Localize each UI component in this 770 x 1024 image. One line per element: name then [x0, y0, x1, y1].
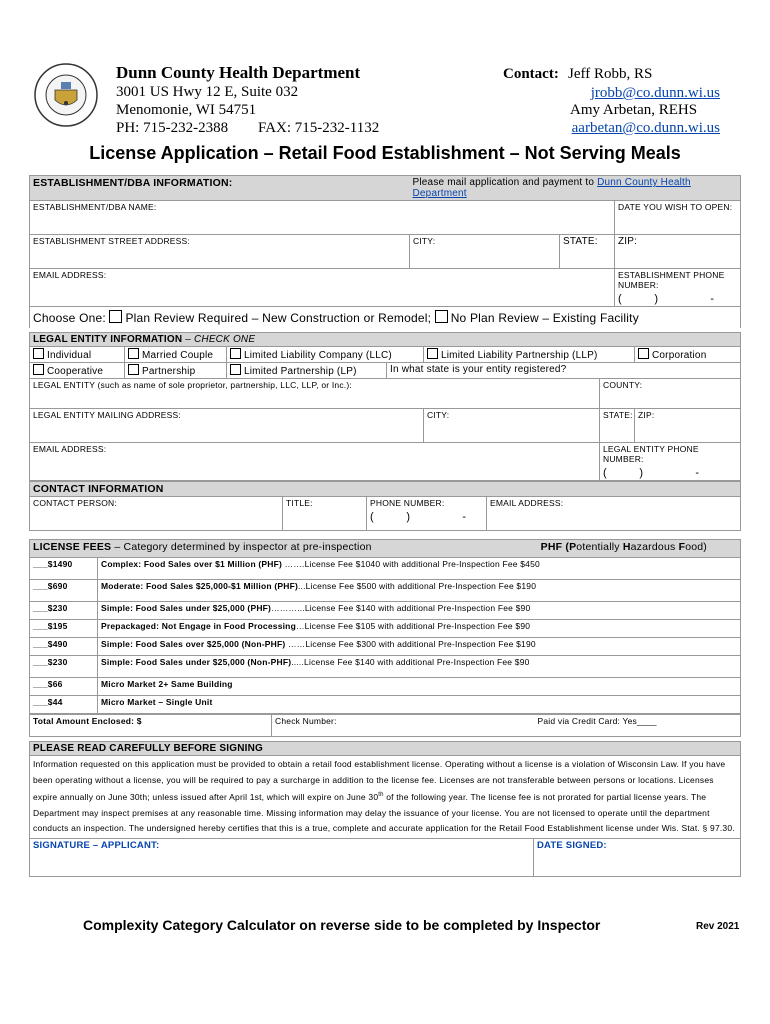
fees-heading-cell — [30, 540, 741, 558]
fee-row-micro-market-single[interactable] — [30, 696, 741, 714]
contact-section — [29, 481, 741, 531]
legal-phone-label: LEGAL ENTITY PHONE NUMBER: — [603, 444, 699, 464]
legal-heading-cell — [30, 333, 741, 347]
fee-category: Simple: Food Sales under $25,000 (PHF) — [101, 603, 272, 613]
establishment-phone-template: ( ) - — [618, 293, 715, 305]
fee-amount: ___$195 — [30, 620, 98, 638]
fee-category: Micro Market – Single Unit — [101, 697, 213, 707]
notice-text-part1: Information requested on this application must be provided to obtain a retail food establishment license. Operating without a license is a violation of Wisconsin Law. If you have been operating without a license, you will be required to pay a surcharge in addition to the license fee. Licenses are not transferable between persons or locations. Licenses expire annually on June 30th; unless issued after April 1st, which will expire on June 30 — [33, 759, 726, 803]
revision-label: Rev 2021 — [696, 921, 740, 932]
department-name: Dunn County Health Department — [116, 63, 361, 82]
fee-amount: ___$1490 — [30, 558, 98, 580]
no-plan-review-checkbox[interactable] — [435, 310, 448, 323]
fee-description — [98, 620, 741, 638]
plan-review-row — [30, 307, 741, 329]
choose-label: Choose One: — [33, 311, 106, 325]
fees-heading: LICENSE FEES — [33, 541, 112, 553]
type-cooperative[interactable] — [30, 363, 125, 379]
fees-heading-note: – Category determined by inspector at pre-inspection — [114, 541, 372, 553]
license-fees-section — [29, 539, 741, 714]
credit-card-label: Paid via Credit Card: Yes____ — [537, 716, 657, 726]
married-couple-label: Married Couple — [142, 350, 214, 361]
legal-heading-note: – CHECK ONE — [185, 334, 256, 345]
establishment-phone-field[interactable] — [615, 269, 741, 307]
fee-row-micro-market-multi[interactable] — [30, 678, 741, 696]
llc-label: Limited Liability Company (LLC) — [244, 350, 392, 361]
footer-note: Complexity Category Calculator on reverse side to be completed by Inspector — [83, 917, 601, 933]
city-field[interactable] — [410, 235, 560, 269]
contact2-email-link[interactable]: aarbetan@co.dunn.wi.us — [571, 120, 720, 136]
credit-card-field[interactable] — [502, 715, 741, 737]
fee-description — [98, 638, 741, 656]
contact-heading: CONTACT INFORMATION — [30, 482, 741, 497]
fee-category: Simple: Food Sales over $25,000 (Non-PHF) — [101, 639, 286, 649]
llc-checkbox[interactable] — [230, 348, 241, 359]
fee-category: Moderate: Food Sales $25,000-$1 Million (PHF) — [101, 581, 298, 591]
legal-city-label: CITY: — [427, 410, 450, 420]
phf-note-mid1: otentially — [576, 541, 623, 553]
phf-note-pre: PHF ( — [540, 541, 570, 553]
fee-description — [98, 696, 741, 714]
street-address-field[interactable] — [30, 235, 410, 269]
email-label: EMAIL ADDRESS: — [33, 270, 107, 280]
establishment-section — [29, 175, 741, 328]
cooperative-checkbox[interactable] — [33, 364, 44, 375]
fee-row-simple-nonphf-over[interactable] — [30, 638, 741, 656]
notice-text-part2: of the following year. The license fee is not prorated for partial license years. The Department may inspect premises at any reasonable time. Missing information may delay the issuance of your license. You are not licensed to operate until the department conducts an inspection. The undersigned hereby certifies that this is a true, complete and accurate application for the Retail Food Establishment license under Wis. Stat. § 97.30. — [33, 792, 735, 834]
city-label: CITY: — [413, 236, 436, 246]
fee-category: Complex: Food Sales over $1 Million (PHF) — [101, 559, 283, 569]
zip-field[interactable] — [615, 235, 741, 269]
fee-row-moderate[interactable] — [30, 580, 741, 602]
plan-review-checkbox[interactable] — [109, 310, 122, 323]
check-number-label: Check Number: — [275, 716, 337, 726]
notice-text — [30, 756, 741, 839]
fee-category: Prepackaged: Not Engage in Food Processing — [101, 621, 296, 631]
phf-note-f: F — [678, 541, 686, 553]
contact-email-label: EMAIL ADDRESS: — [490, 498, 564, 508]
llp-label: Limited Liability Partnership (LLP) — [441, 350, 598, 361]
contact2-name: Amy Arbetan, REHS — [570, 102, 698, 118]
legal-entity-name-label: LEGAL ENTITY (such as name of sole proprietor, partnership, LLC, LLP, or Inc.): — [33, 380, 352, 390]
signature-field[interactable] — [30, 838, 534, 876]
contact-title-label: TITLE: — [286, 498, 313, 508]
department-address-line2: Menomonie, WI 54751 — [116, 102, 257, 118]
application-form — [29, 175, 740, 877]
phf-note-p: P — [569, 541, 577, 553]
contact-phone-template: ( ) - — [370, 511, 467, 523]
legal-entity-name-field[interactable] — [30, 379, 600, 409]
legal-phone-template: ( ) - — [603, 467, 700, 479]
mail-note-link[interactable]: Dunn County Health Department — [412, 177, 691, 199]
partnership-checkbox[interactable] — [128, 364, 139, 375]
phf-note-end: ood) — [685, 541, 708, 553]
entity-state-field[interactable] — [387, 363, 741, 379]
mail-note-cell — [410, 176, 741, 201]
fee-row-complex[interactable] — [30, 558, 741, 580]
type-llc[interactable] — [227, 347, 424, 363]
fee-amount: ___$66 — [30, 678, 98, 696]
no-plan-review-option: No Plan Review – Existing Facility — [450, 311, 639, 325]
open-date-label: DATE YOU WISH TO OPEN: — [618, 202, 733, 212]
establishment-phone-label: ESTABLISHMENT PHONE NUMBER: — [618, 270, 725, 290]
fee-detail: ...License Fee $500 with additional Pre-Inspection Fee $190 — [298, 581, 537, 591]
type-lp[interactable] — [227, 363, 387, 379]
fee-amount: ___$490 — [30, 638, 98, 656]
legal-city-field[interactable] — [424, 409, 600, 443]
fee-amount: ___$690 — [30, 580, 98, 602]
signature-label: SIGNATURE – APPLICANT: — [33, 839, 160, 851]
establishment-name-field[interactable] — [30, 201, 615, 235]
contact-email-field[interactable] — [487, 497, 741, 531]
contact-person-label: CONTACT PERSON: — [33, 498, 117, 508]
partnership-label: Partnership — [142, 366, 196, 377]
fee-category: Simple: Food Sales under $25,000 (Non-PHF) — [101, 657, 292, 667]
legal-zip-field[interactable] — [635, 409, 741, 443]
phf-note-mid2: azardous — [630, 541, 679, 553]
plan-review-option: Plan Review Required – New Construction or Remodel; — [125, 311, 432, 325]
legal-mailing-address-label: LEGAL ENTITY MAILING ADDRESS: — [33, 410, 181, 420]
establishment-name-label: ESTABLISHMENT/DBA NAME: — [33, 202, 157, 212]
notice-heading: PLEASE READ CAREFULLY BEFORE SIGNING — [30, 742, 741, 756]
fee-category: Micro Market 2+ Same Building — [101, 679, 233, 689]
department-address-line1: 3001 US Hwy 12 E, Suite 032 — [116, 84, 299, 100]
type-corporation[interactable] — [635, 347, 741, 363]
fee-description — [98, 602, 741, 620]
fee-amount: ___$44 — [30, 696, 98, 714]
fee-detail: ………...License Fee $140 with additional Pre-Inspection Fee $90 — [271, 603, 531, 613]
notice-text-sup: th — [378, 792, 384, 799]
fee-amount: ___$230 — [30, 656, 98, 678]
page-title: License Application – Retail Food Establishment – Not Serving Meals — [89, 143, 681, 163]
fee-row-simple-nonphf-under[interactable] — [30, 656, 741, 678]
phf-note-h: H — [622, 541, 631, 553]
individual-label: Individual — [47, 350, 92, 361]
legal-mailing-address-field[interactable] — [30, 409, 424, 443]
payment-row — [29, 714, 741, 737]
legal-state-field[interactable] — [600, 409, 635, 443]
fee-detail: ……License Fee $300 with additional Pre-Inspection Fee $190 — [285, 639, 536, 649]
notice-section — [29, 741, 741, 877]
street-address-label: ESTABLISHMENT STREET ADDRESS: — [33, 236, 190, 246]
contact-person-field[interactable] — [30, 497, 283, 531]
legal-heading: LEGAL ENTITY INFORMATION — [33, 334, 183, 345]
lp-label: Limited Partnership (LP) — [244, 366, 357, 377]
zip-label: ZIP: — [618, 236, 638, 247]
fee-description — [98, 558, 741, 580]
fee-detail: …License Fee $105 with additional Pre-Inspection Fee $90 — [295, 621, 531, 631]
department-fax: FAX: 715-232-1132 — [258, 120, 380, 136]
email-field[interactable] — [30, 269, 615, 307]
open-date-field[interactable] — [615, 201, 741, 235]
fee-row-prepackaged[interactable] — [30, 620, 741, 638]
lp-checkbox[interactable] — [230, 364, 241, 375]
date-signed-field[interactable] — [534, 838, 741, 876]
mail-note: Please mail application and payment to — [412, 177, 595, 188]
contact-label: Contact: — [503, 66, 559, 82]
married-couple-checkbox[interactable] — [128, 348, 139, 359]
total-amount-field[interactable] — [30, 715, 272, 737]
legal-zip-label: ZIP: — [638, 410, 655, 420]
contact-phone-field[interactable] — [367, 497, 487, 531]
establishment-heading: ESTABLISHMENT/DBA INFORMATION: — [30, 176, 410, 201]
entity-state-question: In what state is your entity registered? — [390, 364, 567, 375]
fee-description — [98, 580, 741, 602]
legal-entity-section — [29, 332, 741, 481]
type-married-couple[interactable] — [125, 347, 227, 363]
type-partnership[interactable] — [125, 363, 227, 379]
fee-description — [98, 656, 741, 678]
total-amount-label: Total Amount Enclosed: $ — [33, 716, 142, 726]
fee-detail: …….License Fee $1040 with additional Pre-Inspection Fee $450 — [282, 559, 540, 569]
state-field[interactable] — [560, 235, 615, 269]
fee-description — [98, 678, 741, 696]
fee-amount: ___$230 — [30, 602, 98, 620]
contact1-email-link[interactable]: jrobb@co.dunn.wi.us — [590, 85, 720, 101]
legal-phone-field[interactable] — [600, 443, 741, 481]
contact-title-field[interactable] — [283, 497, 367, 531]
legal-email-field[interactable] — [30, 443, 600, 481]
check-number-field[interactable] — [272, 715, 502, 737]
fee-detail: .....License Fee $140 with additional Pre-Inspection Fee $90 — [291, 657, 530, 667]
contact1-name: Jeff Robb, RS — [568, 66, 653, 82]
llp-checkbox[interactable] — [427, 348, 438, 359]
corporation-label: Corporation — [652, 350, 707, 361]
county-label: COUNTY: — [603, 380, 643, 390]
fee-row-simple-phf[interactable] — [30, 602, 741, 620]
type-llp[interactable] — [424, 347, 635, 363]
phf-note — [541, 541, 707, 553]
county-field[interactable] — [600, 379, 741, 409]
individual-checkbox[interactable] — [33, 348, 44, 359]
department-phone: PH: 715-232-2388 — [116, 120, 229, 136]
cooperative-label: Cooperative — [47, 366, 104, 377]
date-signed-label: DATE SIGNED: — [537, 839, 607, 851]
state-label: STATE: — [563, 236, 598, 247]
corporation-checkbox[interactable] — [638, 348, 649, 359]
legal-state-label: STATE: — [603, 410, 633, 420]
legal-email-label: EMAIL ADDRESS: — [33, 444, 107, 454]
type-individual[interactable] — [30, 347, 125, 363]
contact-phone-label: PHONE NUMBER: — [370, 498, 445, 508]
county-seal-logo — [33, 62, 99, 128]
